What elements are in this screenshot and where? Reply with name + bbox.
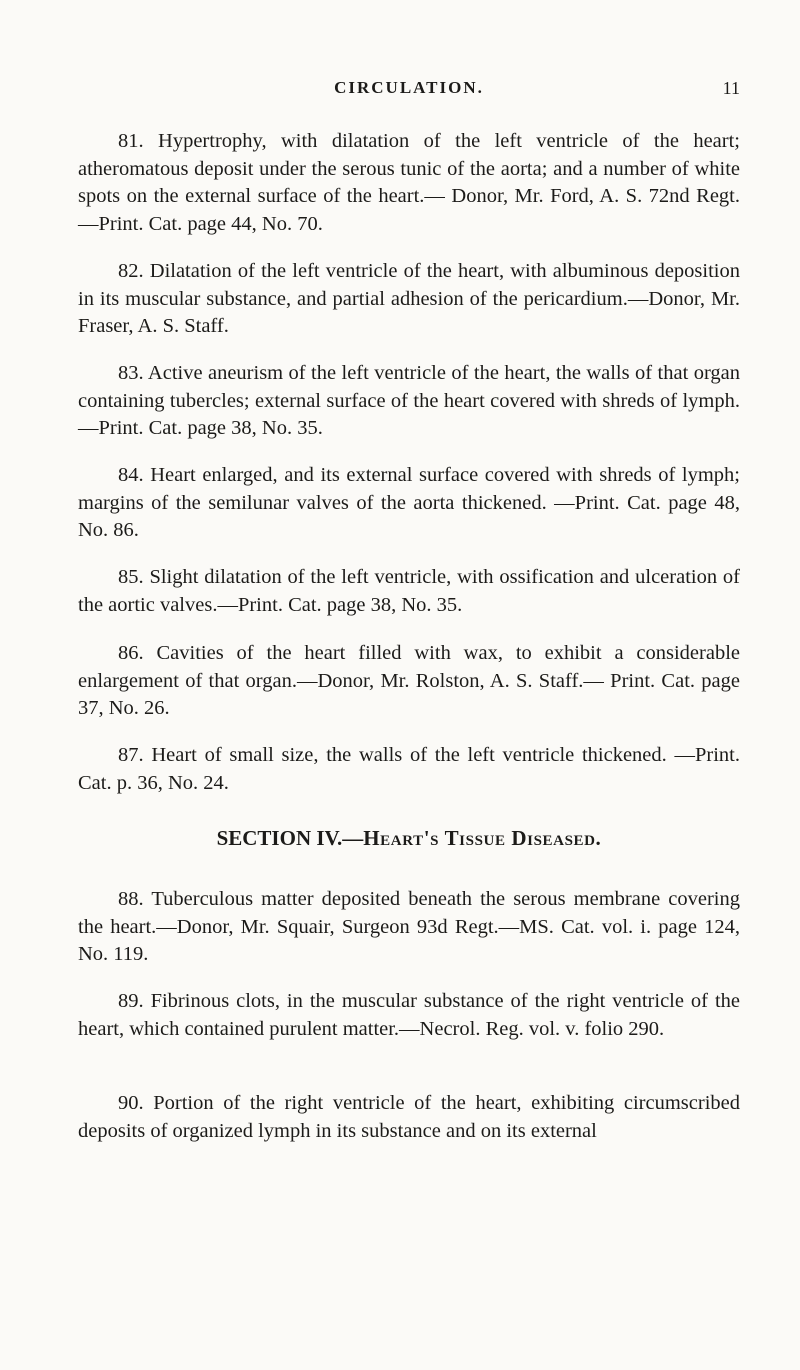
entry-text: Portion of the right ventricle of the heart, exhibiting circumscribed deposits of organized lymph in its substance and on its external (78, 1092, 740, 1142)
entry-number: 82. (118, 260, 144, 282)
page-number: 11 (722, 78, 740, 98)
catalogue-entry-90 (78, 1090, 740, 1145)
catalogue-entry-88 (78, 886, 740, 969)
entry-text: Cavities of the heart filled with wax, to exhibit a considerable enlargement of that organ.—Donor, Mr. Rolston, A. S. Staff.— Print. Cat. page 37, No. 26. (78, 642, 740, 719)
running-title: CIRCULATION. (334, 78, 484, 97)
entry-number: 84. (118, 464, 144, 486)
catalogue-entry-87 (78, 742, 740, 797)
catalogue-entry-89 (78, 988, 740, 1043)
entry-number: 85. (118, 566, 144, 588)
catalogue-entry-82 (78, 258, 740, 341)
entry-text: Dilatation of the left ventricle of the heart, with albuminous deposition in its muscular substance, and partial adhesion of the pericardium.—Donor, Mr. Fraser, A. S. Staff. (78, 260, 740, 337)
entry-number: 86. (118, 642, 144, 664)
entry-number: 88. (118, 888, 144, 910)
section-label: SECTION IV.— (216, 826, 364, 850)
catalogue-entry-81 (78, 128, 740, 238)
entry-number: 81. (118, 130, 144, 152)
entry-number: 89. (118, 990, 144, 1012)
entry-text: Hypertrophy, with dilatation of the left ventricle of the heart; atheromatous deposit under the serous tunic of the aorta; and a number of white spots on the external surface of the heart.— Donor, Mr. Ford, A. S. 72nd Regt.—Print. Cat. page 44, No. 70. (78, 130, 740, 235)
catalogue-entry-85 (78, 564, 740, 619)
section-title: Heart's Tissue Diseased. (363, 826, 602, 850)
catalogue-entry-84 (78, 462, 740, 545)
running-head (78, 78, 740, 102)
catalogue-entry-86 (78, 640, 740, 723)
entry-number: 83. (118, 362, 144, 384)
entry-text: Slight dilatation of the left ventricle, with ossification and ulceration of the aortic valves.—Print. Cat. page 38, No. 35. (78, 566, 740, 616)
catalogue-entry-83 (78, 360, 740, 443)
entry-number: 90. (118, 1092, 144, 1114)
entry-text: Fibrinous clots, in the muscular substance of the right ventricle of the heart, which contained purulent matter.—Necrol. Reg. vol. v. folio 290. (78, 990, 740, 1040)
entry-text: Active aneurism of the left ventricle of the heart, the walls of that organ containing tubercles; external surface of the heart covered with shreds of lymph.—Print. Cat. page 38, No. 35. (78, 362, 740, 439)
entry-text: Heart of small size, the walls of the left ventricle thickened. —Print. Cat. p. 36, No. 24. (78, 744, 740, 794)
section-heading (78, 826, 740, 851)
entry-text: Heart enlarged, and its external surface covered with shreds of lymph; margins of the semilunar valves of the aorta thickened. —Print. Cat. page 48, No. 86. (78, 464, 740, 541)
entry-text: Tuberculous matter deposited beneath the serous membrane covering the heart.—Donor, Mr. Squair, Surgeon 93d Regt.—MS. Cat. vol. i. page 124, No. 119. (78, 888, 740, 965)
entry-number: 87. (118, 744, 144, 766)
